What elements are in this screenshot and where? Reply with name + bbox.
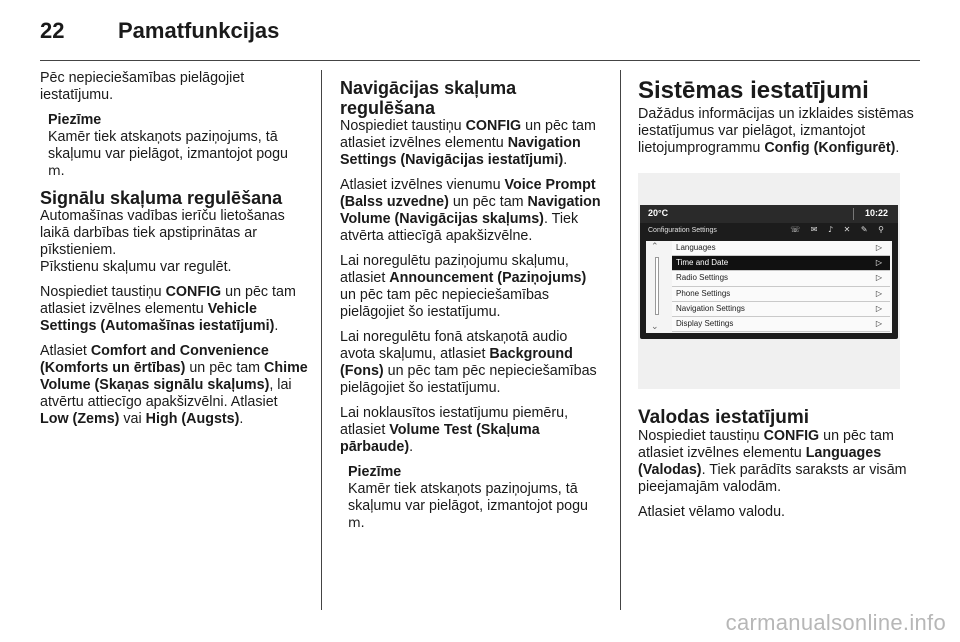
page-title: Pamatfunkcijas [118, 18, 280, 43]
bold-term: Navigation Settings (Navigācijas iestatījumi) [340, 135, 581, 168]
menu-item[interactable] [672, 317, 890, 332]
column-3 [638, 70, 918, 529]
bold-term: Voice Prompt (Balss uzvedne) [340, 177, 596, 210]
paragraph [340, 405, 604, 456]
text: . [239, 411, 244, 427]
menu-item-label: Radio Settings [676, 273, 729, 283]
note-text-body: Kamēr tiek atskaņots paziņojums, tā skaļumu var pielāgot, izmantojot pogu [348, 481, 589, 514]
paragraph [340, 177, 604, 245]
menu-item[interactable] [672, 241, 890, 256]
volume-knob-icon: m [48, 164, 61, 179]
scrollbar [655, 257, 659, 315]
menu-item-label: Languages [676, 243, 716, 252]
text: un pēc tam pēc nepieciešamības pielāgojiet šo iestatījumu. [340, 363, 597, 396]
paragraph-text: Pīkstienu skaļumu var regulēt. [40, 259, 232, 275]
note-text [348, 481, 604, 532]
text: un pēc tam [185, 360, 265, 376]
config-screen-figure [638, 173, 900, 389]
chevron-right-icon: ▷ [875, 243, 882, 252]
text: . [563, 152, 568, 168]
text: Dažādus informācijas un izklaides sistēmas iestatījumus var pielāgot, izmantojot lietojumprogrammu [638, 106, 914, 156]
bold-term: Comfort and Convenience (Komforts un ērtības) [40, 343, 269, 376]
header-divider [40, 60, 920, 61]
paragraph [340, 253, 604, 321]
status-bar [640, 205, 898, 223]
note-title: Piezīme [48, 112, 102, 128]
menu-item-label: Phone Settings [676, 288, 731, 298]
section-title-system: Sistēmas iestatījumi [638, 77, 869, 104]
text: un pēc tam atlasiet izvēlnes elementu [638, 428, 894, 461]
intro-paragraph: Pēc nepieciešamības pielāgojiet iestatījumu. [40, 70, 245, 103]
page-number: 22 [40, 18, 65, 43]
note-box [40, 112, 308, 180]
bold-term: Config (Konfigurēt) [764, 140, 896, 156]
paragraph [40, 343, 308, 428]
infotainment-screen [640, 205, 898, 339]
paragraph [340, 329, 604, 397]
bold-term: Background (Fons) [340, 346, 573, 379]
status-icons: ☏ ✉ ♪ ✕ ✎ ⚲ [790, 225, 888, 234]
note-box [340, 464, 604, 532]
bold-term: High (Augsts) [145, 411, 240, 427]
bold-term: Announcement (Paziņojums) [389, 270, 587, 286]
page-header [40, 18, 920, 48]
paragraph-text: Automašīnas vadības ierīču lietošanas laikā darbības tiek apstiprinātas ar pīkstieniem. [40, 208, 285, 258]
bold-term: Vehicle Settings (Automašīnas iestatījumi) [40, 301, 275, 334]
watermark: carmanualsonline.info [725, 610, 946, 635]
chevron-right-icon: ▷ [875, 273, 882, 283]
section-title-chime: Signālu skaļuma regulēšana [40, 188, 283, 208]
scroll-up-icon: ⌃ [651, 242, 659, 252]
volume-knob-icon: m [348, 516, 361, 531]
menu-item[interactable] [672, 287, 890, 302]
screen-title: Configuration Settings [648, 227, 717, 234]
paragraph [40, 208, 308, 276]
settings-menu [646, 241, 892, 333]
text: , lai atvērtu attiecīgo apakšizvēlni. Atlasiet [40, 377, 292, 410]
scroll-column [646, 241, 668, 333]
chevron-right-icon: ▷ [875, 318, 882, 328]
paragraph [638, 106, 918, 157]
menu-item[interactable] [672, 271, 890, 286]
text: . Tiek parādīts saraksts ar visām pieejamajām valodām. [638, 462, 907, 495]
text: Lai noregulētu paziņojumu skaļumu, atlasiet [340, 253, 569, 286]
chevron-right-icon: ▷ [875, 288, 882, 298]
menu-item-label: Time and Date [676, 258, 729, 268]
text: . [274, 318, 279, 334]
paragraph: Atlasiet vēlamo valodu. [638, 504, 786, 520]
text: Lai noklausītos iestatījumu piemēru, atlasiet [340, 405, 569, 438]
text: vai [119, 411, 146, 427]
note-text-body: Kamēr tiek atskaņots paziņojums, tā skaļumu var pielāgot, izmantojot pogu [48, 129, 289, 162]
section-title-navigation: Navigācijas skaļuma regulēšana [340, 78, 517, 118]
clock-readout: 10:22 [864, 208, 888, 218]
text: Nospiediet taustiņu [638, 428, 764, 444]
text: Lai noregulētu fonā atskaņotā audio avota skaļumu, atlasiet [340, 329, 568, 362]
status-separator [853, 208, 854, 220]
text: Nospiediet taustiņu [340, 118, 466, 134]
column-2 [340, 70, 604, 540]
column-1 [40, 70, 308, 436]
text: un pēc tam [448, 194, 528, 210]
note-text [48, 129, 308, 180]
chevron-right-icon: ▷ [875, 258, 882, 268]
bold-term: Languages (Valodas) [638, 445, 882, 478]
temperature-readout: 20°C [648, 208, 669, 218]
text: . [895, 140, 900, 156]
screen-title-bar [640, 223, 898, 239]
menu-list [672, 241, 890, 332]
bold-term: CONFIG [763, 428, 820, 444]
text: . [409, 439, 414, 455]
paragraph [638, 428, 918, 496]
column-divider-1 [321, 70, 322, 610]
note-title: Piezīme [348, 464, 402, 480]
menu-item[interactable] [672, 256, 890, 271]
subsection-title-languages: Valodas iestatījumi [638, 407, 810, 428]
text: un pēc tam pēc nepieciešamības pielāgojiet šo iestatījumu. [340, 287, 550, 320]
bold-term: Low (Zems) [40, 411, 120, 427]
text: un pēc tam atlasiet izvēlnes elementu [340, 118, 596, 151]
menu-item[interactable] [672, 302, 890, 317]
chevron-right-icon: ▷ [875, 303, 882, 313]
column-divider-2 [620, 70, 621, 610]
bold-term: CONFIG [165, 284, 222, 300]
bold-term: Navigation Volume (Navigācijas skaļums) [340, 194, 601, 227]
bold-term: Volume Test (Skaļuma pārbaude) [340, 422, 540, 455]
text: . Tiek atvērta attiecīgā apakšizvēlne. [340, 211, 579, 244]
note-text-end: . [60, 163, 65, 179]
paragraph [40, 284, 308, 335]
text: Atlasiet izvēlnes vienumu [340, 177, 505, 193]
bold-term: Chime Volume (Skaņas signālu skaļums) [40, 360, 308, 393]
menu-item-label: Display Settings [676, 318, 734, 328]
menu-item-label: Navigation Settings [676, 303, 745, 313]
note-text-end: . [360, 515, 365, 531]
text: Nospiediet taustiņu [40, 284, 166, 300]
text: Atlasiet [40, 343, 91, 359]
bold-term: CONFIG [465, 118, 522, 134]
text: un pēc tam atlasiet izvēlnes elementu [40, 284, 296, 317]
paragraph [340, 118, 604, 169]
scroll-down-icon: ⌄ [651, 322, 659, 332]
